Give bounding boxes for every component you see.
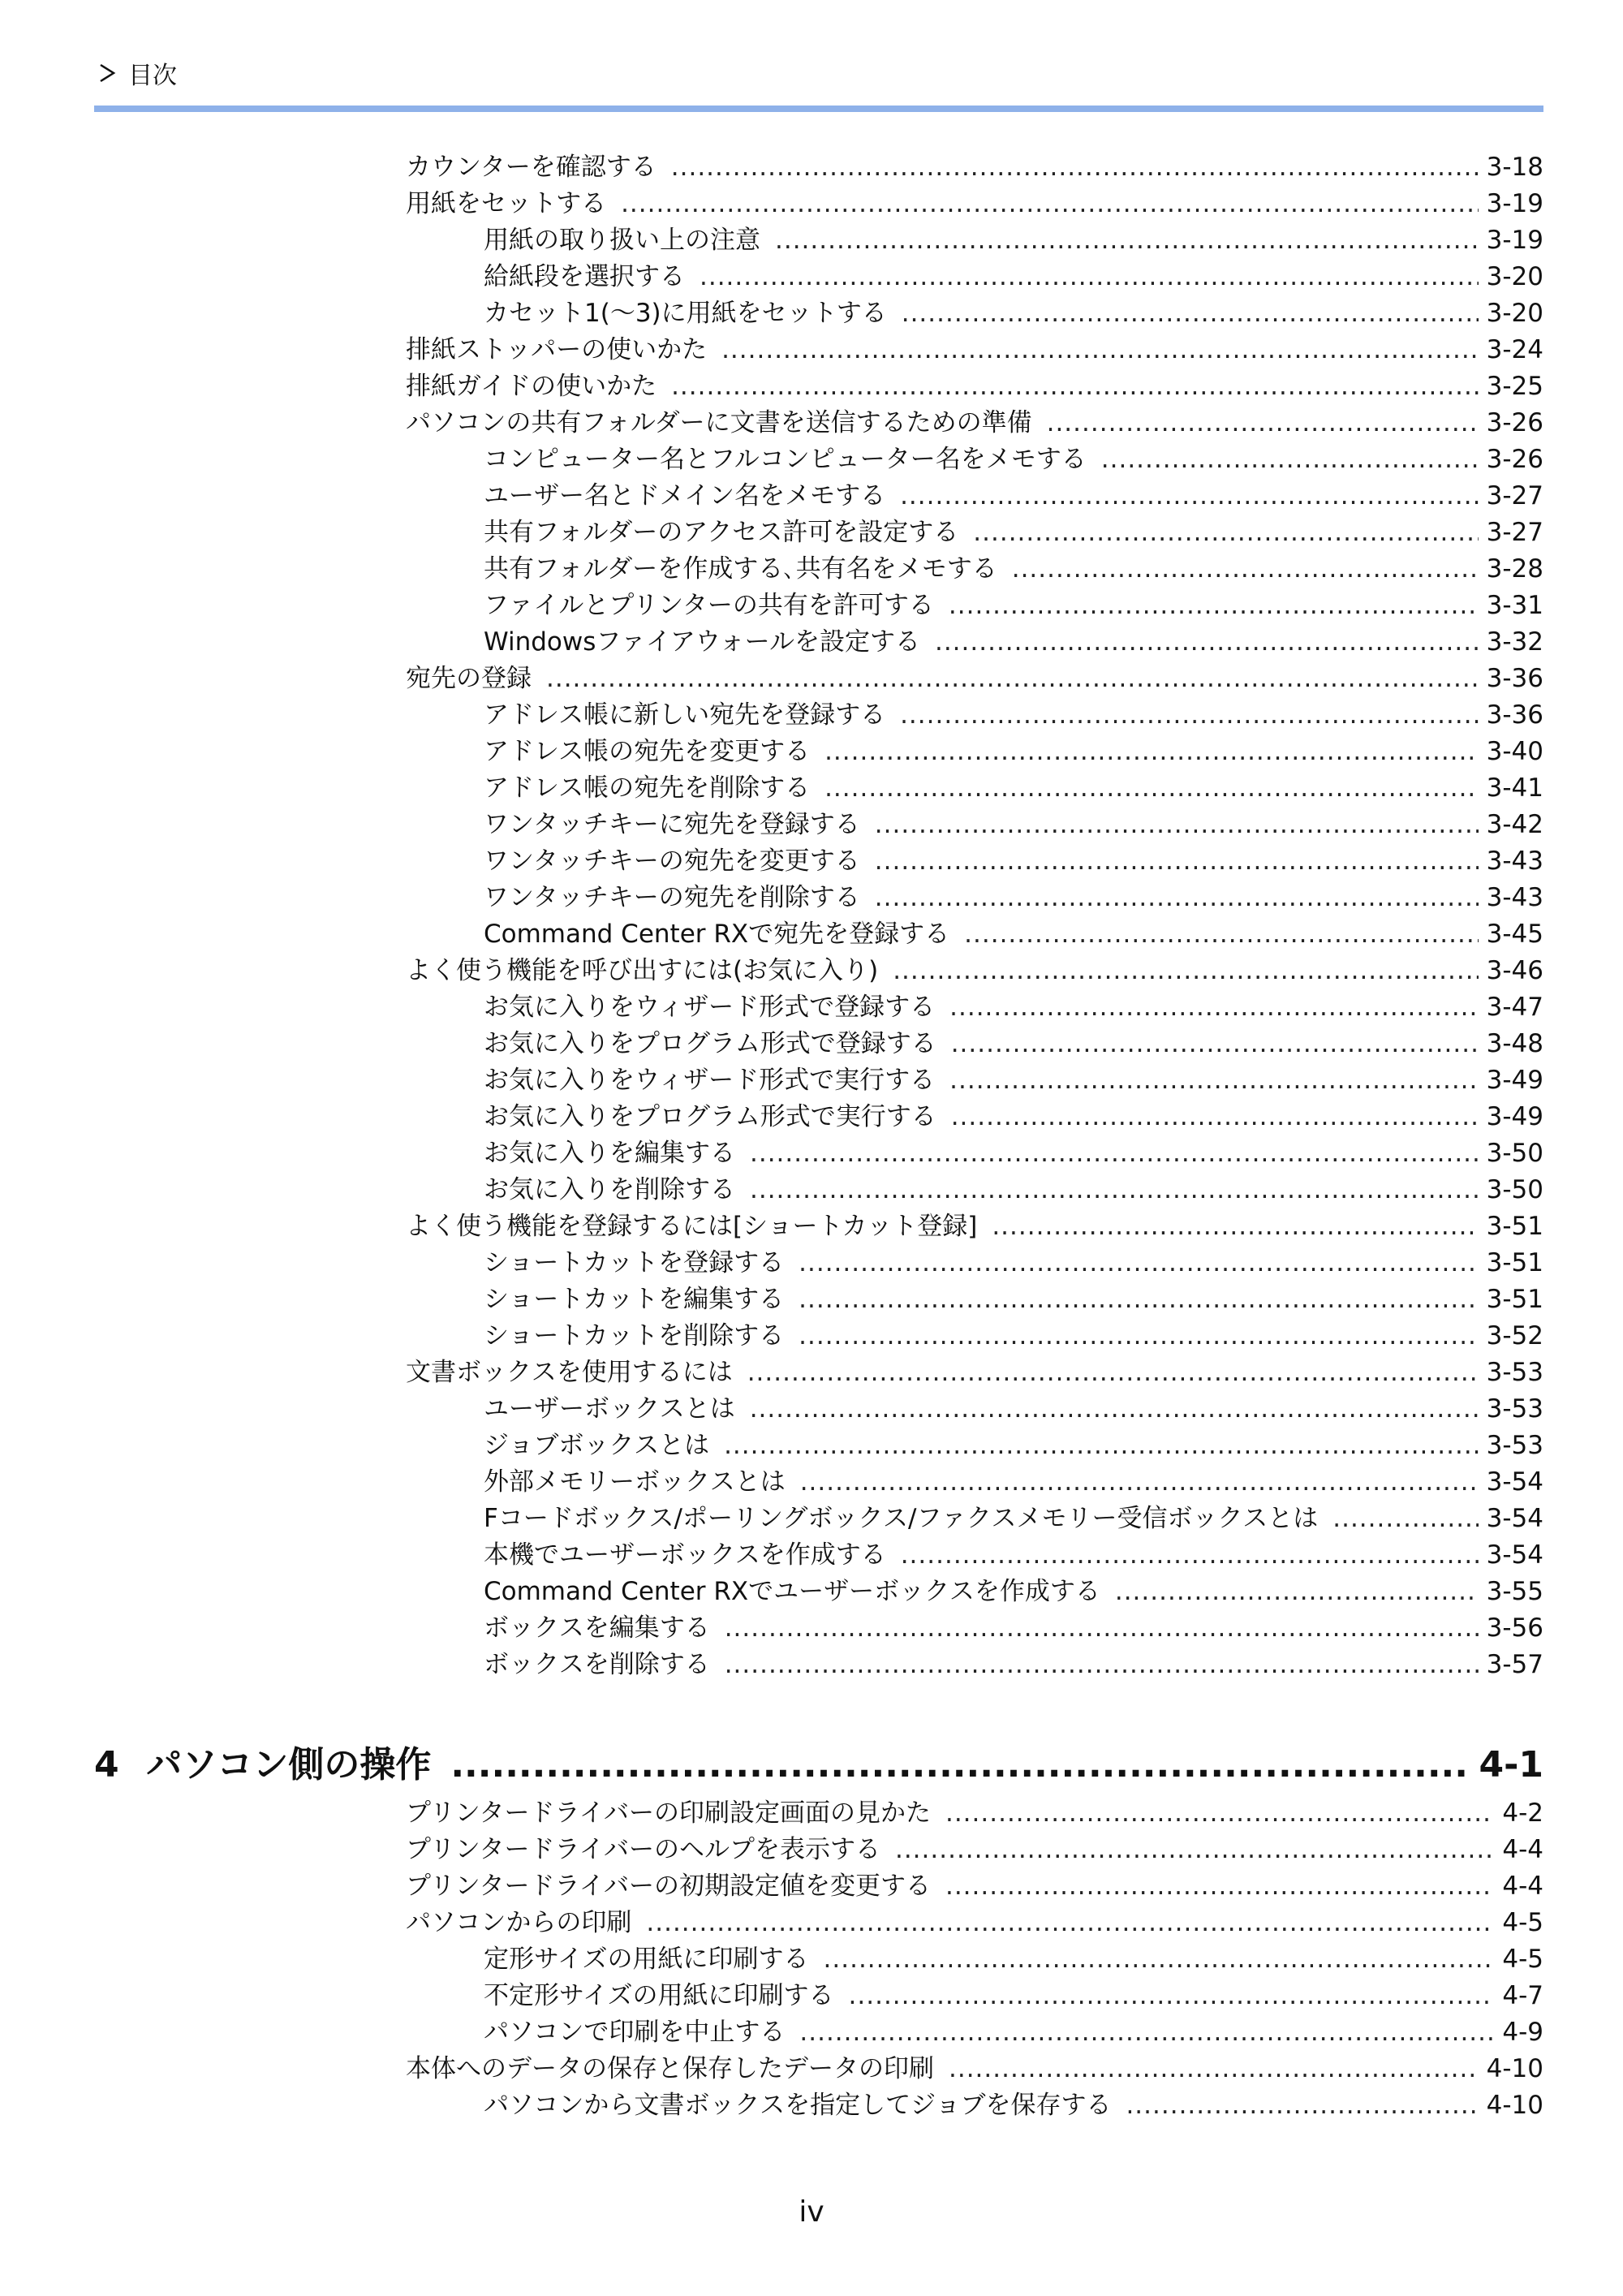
toc-entry-page: 4-4 [1502, 1835, 1543, 1864]
toc-entry-page: 3-56 [1486, 1613, 1543, 1643]
toc-entry[interactable] [484, 694, 1543, 730]
dot-leader [945, 1798, 1494, 1828]
toc-entry-title[interactable]: ショートカットを削除する [484, 1321, 785, 1350]
dot-leader [750, 1394, 1479, 1424]
toc-entry-page: 3-49 [1486, 1066, 1543, 1095]
toc-entry[interactable] [484, 730, 1543, 767]
toc-entry-page: 3-25 [1486, 372, 1543, 401]
toc-entry[interactable] [484, 803, 1543, 840]
toc-entry[interactable] [406, 1792, 1543, 1829]
dot-leader [949, 993, 1479, 1022]
toc-entry-page: 3-27 [1486, 481, 1543, 510]
toc-entry[interactable] [484, 584, 1543, 621]
toc-entry-page: 4-2 [1502, 1798, 1543, 1828]
toc-entry-title[interactable]: パソコンからの印刷 [406, 1908, 632, 1937]
toc-entry[interactable] [484, 1132, 1543, 1169]
dot-leader [900, 700, 1479, 730]
header-divider [94, 106, 1543, 112]
toc-entry-title[interactable]: プリンタードライバーの初期設定値を変更する [406, 1872, 931, 1901]
toc-entry[interactable] [484, 1388, 1543, 1424]
toc-entry[interactable] [484, 1096, 1543, 1132]
toc-entry-title[interactable]: 不定形サイズの用紙に印刷する [484, 1981, 834, 2010]
toc-entry[interactable] [406, 329, 1543, 365]
dot-leader [775, 226, 1479, 255]
dot-leader [824, 773, 1479, 803]
toc-entry-page: 3-41 [1486, 773, 1543, 803]
dot-leader [902, 299, 1479, 328]
toc-entry-page: 3-53 [1486, 1358, 1543, 1387]
toc-entry-title[interactable]: ワンタッチキーの宛先を削除する [484, 883, 860, 912]
toc-entry[interactable] [406, 1205, 1543, 1242]
dot-leader [750, 1175, 1479, 1204]
toc-entry-title[interactable]: ファイルとプリンターの共有を許可する [484, 591, 934, 620]
toc-entry[interactable] [484, 292, 1543, 329]
toc-entry-title[interactable]: お気に入りをウィザード形式で登録する [484, 993, 936, 1022]
dot-leader [951, 1102, 1479, 1131]
toc-entry-title[interactable]: よく使う機能を呼び出すには(お気に入り) [406, 956, 879, 985]
toc-entry-page: 3-53 [1486, 1394, 1543, 1424]
dot-leader [935, 627, 1479, 657]
toc-entry[interactable] [484, 1570, 1543, 1607]
toc-entry[interactable] [484, 1424, 1543, 1461]
toc-entry-title[interactable]: お気に入りを削除する [484, 1175, 735, 1204]
toc-entry[interactable] [484, 1497, 1543, 1534]
toc-entry[interactable] [484, 475, 1543, 511]
dot-leader [875, 883, 1479, 912]
toc-entry-page: 3-27 [1486, 518, 1543, 547]
toc-entry-title[interactable]: アドレス帳に新しい宛先を登録する [484, 700, 886, 730]
toc-entry-page: 3-54 [1486, 1504, 1543, 1533]
toc-entry-page: 3-19 [1486, 189, 1543, 218]
toc-entry-page: 3-42 [1486, 810, 1543, 839]
dot-leader [621, 189, 1479, 218]
toc-entry-page: 3-53 [1486, 1431, 1543, 1460]
toc-entry-title[interactable]: ユーザー名とドメイン名をメモする [484, 481, 886, 510]
toc-entry-page: 3-32 [1486, 627, 1543, 657]
toc-entry-title[interactable]: Command Center RXで宛先を登録する [484, 920, 950, 949]
toc-entry-page: 3-46 [1486, 956, 1543, 985]
toc-entry-title[interactable]: 排紙ガイドの使いかた [406, 372, 657, 401]
dot-leader [895, 1835, 1494, 1864]
toc-entry-page: 3-43 [1486, 846, 1543, 876]
breadcrumb-label[interactable]: 目次 [128, 62, 177, 90]
toc-entry[interactable] [484, 1607, 1543, 1643]
toc-entry-page: 3-20 [1486, 299, 1543, 328]
toc-entry[interactable] [406, 146, 1543, 183]
toc-entry-page: 3-51 [1486, 1248, 1543, 1277]
toc-entry-page: 3-28 [1486, 554, 1543, 584]
dot-leader [1012, 554, 1479, 584]
dot-leader [849, 1981, 1495, 2010]
toc-entry-page: 3-49 [1486, 1102, 1543, 1131]
toc-entry[interactable] [406, 1902, 1543, 1938]
toc-entry[interactable] [484, 767, 1543, 803]
toc-entry[interactable] [484, 840, 1543, 877]
dot-leader [992, 1212, 1478, 1241]
chevron-right-icon [97, 61, 117, 85]
toc-entry[interactable] [484, 877, 1543, 913]
toc-entry[interactable] [484, 1315, 1543, 1351]
toc-entry-page: 3-24 [1486, 335, 1543, 364]
toc-entry-title[interactable]: 共有フォルダーを作成する､共有名をメモする [484, 554, 997, 584]
dot-leader [893, 956, 1478, 985]
toc-entry[interactable] [484, 913, 1543, 950]
toc-entry-page: 3-26 [1486, 408, 1543, 437]
dot-leader [800, 1467, 1479, 1497]
dot-leader [799, 1321, 1479, 1350]
toc-entry-title[interactable]: プリンタードライバーの印刷設定画面の見かた [406, 1798, 931, 1828]
toc-entry-page: 3-57 [1486, 1650, 1543, 1679]
toc-entry-page: 3-45 [1486, 920, 1543, 949]
toc-entry-page: 3-43 [1486, 883, 1543, 912]
dot-leader [1115, 1577, 1479, 1606]
dot-leader [945, 1872, 1494, 1901]
dot-leader [725, 1613, 1479, 1643]
dot-leader [671, 372, 1479, 401]
dot-leader [951, 1029, 1479, 1058]
toc-entry[interactable] [484, 2011, 1543, 2048]
toc-entry-title[interactable]: Windowsファイアウォールを設定する [484, 627, 920, 657]
toc-entry-title[interactable]: アドレス帳の宛先を変更する [484, 737, 811, 766]
toc-entry-page: 3-50 [1486, 1139, 1543, 1168]
toc-entry-page: 4-9 [1502, 2018, 1543, 2047]
toc-entry-title[interactable]: コンピューター名とフルコンピューター名をメモする [484, 445, 1087, 474]
toc-entry[interactable] [406, 402, 1543, 438]
toc-entry-page: 3-52 [1486, 1321, 1543, 1350]
dot-leader [747, 1358, 1479, 1387]
dot-leader [973, 518, 1478, 547]
toc-entry-page: 3-19 [1486, 226, 1543, 255]
toc-entry-page: 3-18 [1486, 153, 1543, 182]
breadcrumb[interactable] [97, 55, 177, 91]
toc-entry-page: 4-4 [1502, 1872, 1543, 1901]
dot-leader [1126, 2091, 1478, 2120]
toc-entry-title[interactable]: カセット1(〜3)に用紙をセットする [484, 299, 887, 328]
toc-entry-title[interactable]: ショートカットを編集する [484, 1285, 785, 1314]
toc-entry[interactable] [484, 256, 1543, 292]
dot-leader [450, 1744, 1469, 1786]
dot-leader [700, 262, 1479, 291]
dot-leader [799, 2018, 1494, 2047]
toc-entry[interactable] [484, 986, 1543, 1023]
dot-leader [750, 1139, 1479, 1168]
toc-entry-title[interactable]: Fコードボックス/ポーリングボックス/ファクスメモリー受信ボックスとは [484, 1504, 1319, 1533]
dot-leader [724, 1431, 1479, 1460]
toc-entry-page: 3-48 [1486, 1029, 1543, 1058]
toc-entry-title[interactable]: 排紙ストッパーの使いかた [406, 335, 708, 364]
toc-entry[interactable] [484, 511, 1543, 548]
dot-leader [721, 335, 1479, 364]
toc-entry-title[interactable]: プリンタードライバーのヘルプを表示する [406, 1835, 880, 1864]
toc-entry-title[interactable]: 文書ボックスを使用するには [406, 1358, 733, 1387]
toc-entry-title[interactable]: ジョブボックスとは [484, 1431, 710, 1460]
chapter-title[interactable]: パソコン側の操作 [146, 1744, 432, 1786]
toc-entry-page: 3-54 [1486, 1540, 1543, 1570]
toc-entry-title[interactable]: 用紙の取り扱い上の注意 [484, 226, 760, 255]
toc-entry[interactable] [484, 1023, 1543, 1059]
toc-entry[interactable] [406, 183, 1543, 219]
toc-entry[interactable] [484, 438, 1543, 475]
dot-leader [949, 591, 1479, 620]
toc-entry[interactable] [484, 1643, 1543, 1680]
toc-entry-page: 3-31 [1486, 591, 1543, 620]
toc-entry-title[interactable]: 共有フォルダーのアクセス許可を設定する [484, 518, 959, 547]
toc-entry-title[interactable]: Command Center RXでユーザーボックスを作成する [484, 1577, 1100, 1606]
toc-entry-title[interactable]: パソコンで印刷を中止する [484, 2018, 786, 2047]
chapter-number: 4 [94, 1744, 119, 1786]
toc-entry-title[interactable]: お気に入りをプログラム形式で実行する [484, 1102, 936, 1131]
toc-entry[interactable] [484, 1059, 1543, 1096]
toc-entry[interactable] [484, 2084, 1543, 2121]
dot-leader [799, 1285, 1479, 1314]
dot-leader [1047, 408, 1479, 437]
toc-entry-title[interactable]: パソコンから文書ボックスを指定してジョブを保存する [484, 2091, 1112, 2120]
toc-entry-page: 3-47 [1486, 993, 1543, 1022]
toc-entry[interactable] [484, 1461, 1543, 1497]
toc-entry-title[interactable]: 定形サイズの用紙に印刷する [484, 1945, 809, 1974]
dot-leader [875, 810, 1479, 839]
toc-entry-page: 3-36 [1486, 700, 1543, 730]
toc-entry-title[interactable]: パソコンの共有フォルダーに文書を送信するための準備 [406, 408, 1032, 437]
toc-entry[interactable] [406, 365, 1543, 402]
toc-entry[interactable] [484, 1242, 1543, 1278]
toc-entry[interactable] [406, 1865, 1543, 1902]
toc-entry-page: 3-54 [1486, 1467, 1543, 1497]
dot-leader [824, 1945, 1495, 1974]
toc-entry-title[interactable]: 本機でユーザーボックスを作成する [484, 1540, 886, 1570]
toc-entry-title[interactable]: 宛先の登録 [406, 664, 532, 693]
toc-entry[interactable] [484, 219, 1543, 256]
dot-leader [824, 737, 1479, 766]
toc-entry-title[interactable]: お気に入りをウィザード形式で実行する [484, 1066, 936, 1095]
toc-entry-page: 4-10 [1486, 2054, 1543, 2083]
toc-entry-page: 3-51 [1486, 1285, 1543, 1314]
toc-entry[interactable] [406, 950, 1543, 986]
toc-entry-page: 4-5 [1502, 1908, 1543, 1937]
toc-entry-title[interactable]: 給紙段を選択する [484, 262, 685, 291]
toc-entry-title[interactable]: アドレス帳の宛先を削除する [484, 773, 811, 803]
toc-entry-title[interactable]: ワンタッチキーに宛先を登録する [484, 810, 860, 839]
dot-leader [875, 846, 1479, 876]
dot-leader [725, 1650, 1479, 1679]
dot-leader [949, 2054, 1479, 2083]
chapter-page: 4-1 [1479, 1744, 1543, 1786]
dot-leader [546, 664, 1479, 693]
toc-entry-title[interactable]: お気に入りをプログラム形式で登録する [484, 1029, 936, 1058]
dot-leader [949, 1066, 1479, 1095]
toc-entry[interactable] [406, 1829, 1543, 1865]
dot-leader [964, 920, 1478, 949]
dot-leader [1101, 445, 1479, 474]
toc-entry[interactable] [406, 1351, 1543, 1388]
toc-entry-page: 4-7 [1502, 1981, 1543, 2010]
toc-entry-page: 3-36 [1486, 664, 1543, 693]
page-number: iv [799, 2195, 824, 2229]
toc-entry[interactable] [484, 1534, 1543, 1570]
dot-leader [646, 1908, 1494, 1937]
dot-leader [900, 481, 1479, 510]
toc-entry-title[interactable]: 外部メモリーボックスとは [484, 1467, 786, 1497]
toc-entry-page: 3-26 [1486, 445, 1543, 474]
toc-entry[interactable] [406, 2048, 1543, 2084]
toc-entry-title[interactable]: ワンタッチキーの宛先を変更する [484, 846, 860, 876]
toc-entry-title[interactable]: カウンターを確認する [406, 153, 657, 182]
toc-entry-title[interactable]: 本体へのデータの保存と保存したデータの印刷 [406, 2054, 934, 2083]
dot-leader [799, 1248, 1479, 1277]
dot-leader [671, 153, 1479, 182]
dot-leader [901, 1540, 1479, 1570]
toc-entry-page: 4-10 [1486, 2091, 1543, 2120]
toc-entry[interactable] [484, 1169, 1543, 1205]
chapter-heading[interactable] [94, 1735, 1543, 1784]
toc-entry-page: 3-20 [1486, 262, 1543, 291]
toc-entry-page: 3-55 [1486, 1577, 1543, 1606]
toc-entry[interactable] [406, 657, 1543, 694]
toc-entry-page: 4-5 [1502, 1945, 1543, 1974]
toc-entry[interactable] [484, 548, 1543, 584]
toc-entry-title[interactable]: 用紙をセットする [406, 189, 607, 218]
toc-entry-title[interactable]: ショートカットを登録する [484, 1248, 785, 1277]
toc-entry[interactable] [484, 1975, 1543, 2011]
toc-entry-title[interactable]: ボックスを編集する [484, 1613, 710, 1643]
dot-leader [1332, 1504, 1478, 1533]
toc-entry-title[interactable]: よく使う機能を登録するには[ショートカット登録] [406, 1212, 978, 1241]
toc-entry-title[interactable]: ユーザーボックスとは [484, 1394, 735, 1424]
toc-entry[interactable] [484, 621, 1543, 657]
toc-entry-page: 3-51 [1486, 1212, 1543, 1241]
toc-entry-page: 3-40 [1486, 737, 1543, 766]
toc-entry-title[interactable]: ボックスを削除する [484, 1650, 710, 1679]
toc-entry-page: 3-50 [1486, 1175, 1543, 1204]
toc-entry-title[interactable]: お気に入りを編集する [484, 1139, 735, 1168]
toc-entry[interactable] [484, 1938, 1543, 1975]
toc-entry[interactable] [484, 1278, 1543, 1315]
